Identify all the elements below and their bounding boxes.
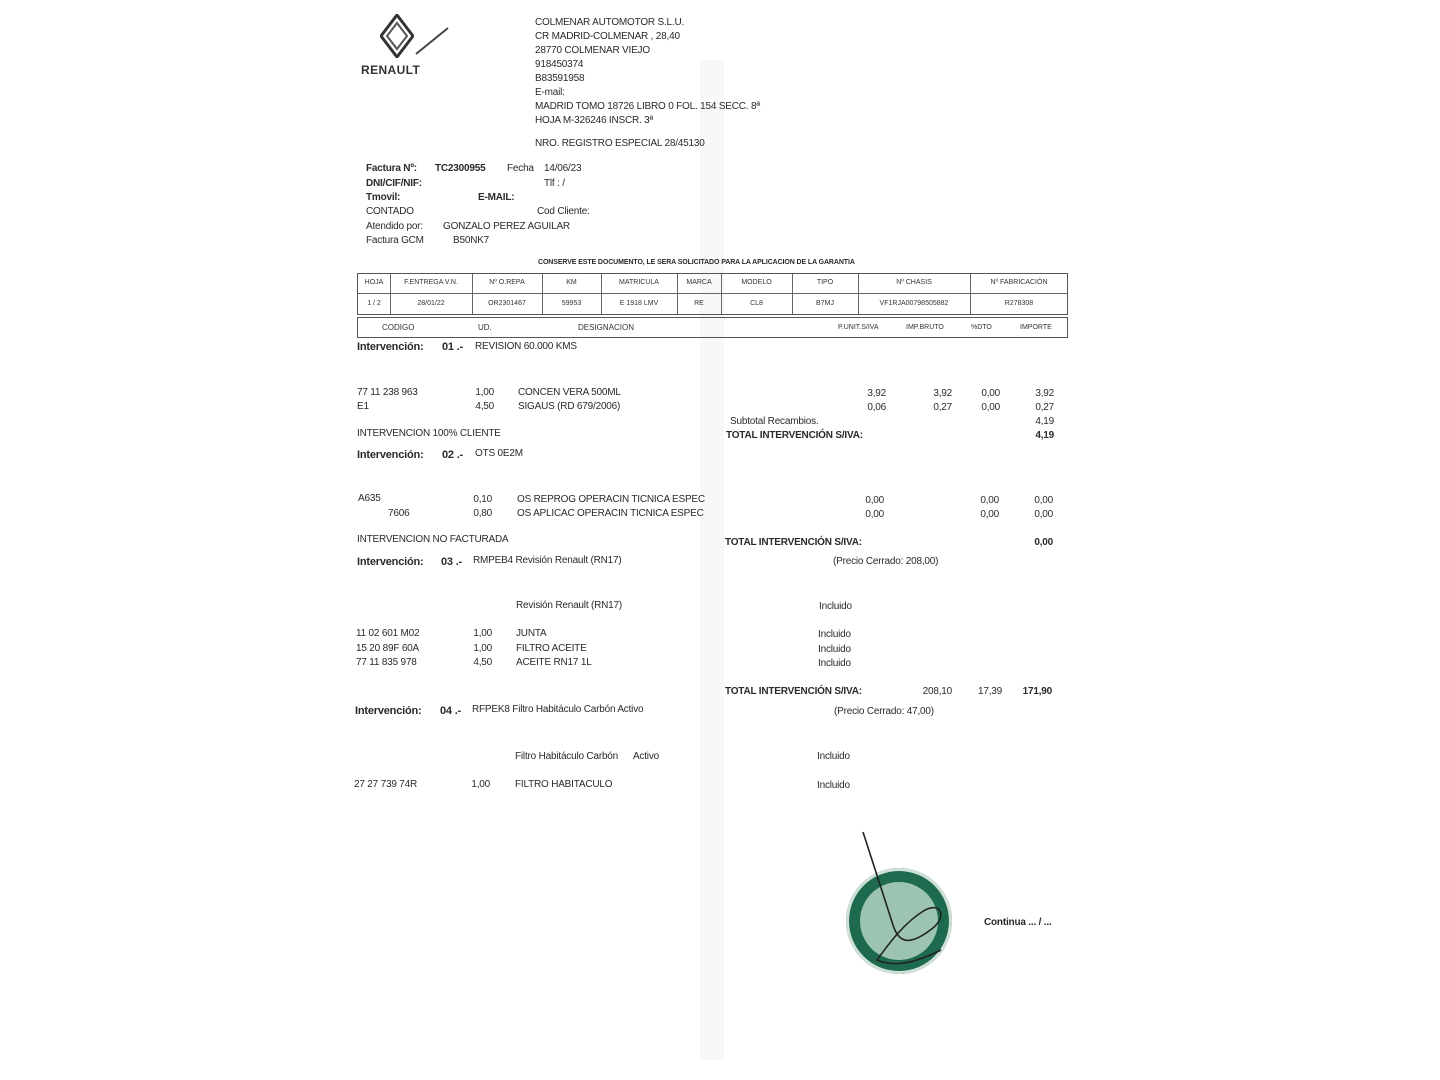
col-header: CODIGO [382,323,415,332]
company-line: B83591958 [535,73,585,84]
renault-logo-icon [380,14,414,58]
company-line: MADRID TOMO 18726 LIBRO 0 FOL. 154 SECC. 8ª [535,101,760,112]
intervention-total-label: TOTAL INTERVENCIÓN S/IVA: [725,686,862,697]
payment-method: CONTADO [366,206,414,217]
package-desc: Revisión Renault (RN17) [516,600,623,611]
client-code-label: Cod Cliente: [537,206,590,217]
subtotal-label: Subtotal Recambios. [730,416,819,427]
tmovil-label: Tmovil: [366,192,401,203]
vehicle-table [357,273,1068,315]
line-qty: 1,00 [473,643,492,654]
line-desc: JUNTA [516,628,547,639]
intervention-title: OTS 0E2M [475,448,523,459]
package-included: Incluido [817,751,850,762]
line-discount: 0,00 [980,509,999,520]
line-qty: 1,00 [473,628,492,639]
vehicle-value: RE [694,300,704,307]
col-header: UD. [478,323,492,332]
intervention-label: Intervención: [357,341,424,353]
vehicle-value: R278308 [1004,300,1034,307]
attended-by: GONZALO PEREZ AGUILAR [443,221,570,232]
vehicle-header: Nº CHASIS [896,279,932,286]
line-amount: 0,00 [1034,509,1053,520]
vehicle-value: E 1918 LMV [619,300,659,307]
line-gross: 3,92 [933,388,952,399]
tlf-label: Tlf : / [544,178,565,189]
line-gross: 0,27 [933,402,952,413]
intervention-number: 03 .- [441,556,463,568]
line-amount: 0,27 [1035,402,1054,413]
intervention-title: RMPEB4 Revisión Renault (RN17) [473,555,622,566]
company-line: HOJA M-326246 INSCR. 3ª [535,115,654,126]
registry-number: NRO. REGISTRO ESPECIAL 28/45130 [535,138,705,149]
line-unit-price: 0,00 [865,495,884,506]
invoice-number: TC2300955 [435,163,486,174]
intervention-title: RFPEK8 Filtro Habitáculo Carbón Activo [472,704,644,715]
company-block [535,16,760,128]
line-code: E1 [357,401,369,412]
vehicle-header: KM [566,279,577,286]
company-line: E-mail: [535,87,565,98]
intervention-total-gross: 208,10 [922,686,952,697]
intervention-total-discount: 17,39 [977,686,1002,697]
line-unit-price: 0,00 [865,509,884,520]
intervention-label: Intervención: [355,705,422,717]
intervention-number: 02 .- [442,449,464,461]
vehicle-value: B7MJ [816,300,834,307]
intervention-label: Intervención: [357,449,424,461]
brand-name: RENAULT [361,63,421,77]
line-desc: SIGAUS (RD 679/2006) [518,401,621,412]
intervention-label: Intervención: [357,556,424,568]
intervention-total-label: TOTAL INTERVENCIÓN S/IVA: [726,430,863,441]
line-desc: OS APLICAC OPERACIN TICNICA ESPEC [517,508,704,519]
email-label: E-MAIL: [478,192,515,203]
line-desc: ACEITE RN17 1L [516,657,592,668]
line-qty: 1,00 [471,779,490,790]
intervention-total-label: TOTAL INTERVENCIÓN S/IVA: [725,537,862,548]
vehicle-value: CL8 [750,300,763,307]
package-included: Incluido [819,601,852,612]
line-amount: 3,92 [1035,388,1054,399]
subtotal-value: 4,19 [1035,416,1054,427]
lines-header [357,317,1068,338]
line-unit-price: 0,06 [867,402,886,413]
vehicle-value: 59953 [561,300,582,307]
gcm-code: B50NK7 [453,235,490,246]
line-code: 77 11 835 978 [356,657,417,668]
line-qty: 1,00 [475,387,494,398]
line-included: Incluido [818,629,851,640]
line-code: 11 02 601 M02 [356,628,420,639]
vehicle-header: TIPO [816,279,834,286]
line-included: Incluido [818,644,851,655]
line-code: 15 20 89F 60A [356,643,420,654]
dni-label: DNI/CIF/NIF: [366,178,422,189]
vehicle-value: 1 / 2 [367,300,381,307]
vehicle-value: VF1RJA00798505882 [879,300,949,307]
company-line: CR MADRID-COLMENAR , 28,40 [535,31,680,42]
closed-price: (Precio Cerrado: 208,00) [833,556,939,567]
intervention-number: 01 .- [442,341,464,353]
col-header: DESIGNACION [578,323,635,332]
intervention-total: 0,00 [1034,537,1053,548]
line-qty: 4,50 [475,401,494,412]
continues-note: Continua ... / ... [984,917,1052,928]
logo-pen-stroke-icon [414,26,450,56]
vehicle-header: HOJA [364,279,384,286]
intervention-total: 171,90 [1022,686,1052,697]
intervention-total: 4,19 [1035,430,1054,441]
line-code: A635 [358,493,381,504]
line-desc: CONCEN VERA 500ML [518,387,621,398]
col-header: %DTO [971,324,992,331]
warranty-notice: CONSERVE ESTE DOCUMENTO, LE SERA SOLICITADO PARA LA APLICACION DE LA GARANTIA [538,259,855,266]
col-header: IMPORTE [1020,324,1052,331]
line-qty: 0,10 [473,494,492,505]
col-header: P.UNIT.S/IVA [838,324,879,331]
closed-price: (Precio Cerrado: 47,00) [834,706,934,717]
package-desc: Filtro Habitáculo Carbón Activo [515,751,659,762]
line-qty: 4,50 [473,657,492,668]
line-code: 7606 [388,508,410,519]
vehicle-value: OR2301467 [488,300,526,307]
line-included: Incluido [817,780,850,791]
line-desc: OS REPROG OPERACIN TICNICA ESPEC [517,494,705,505]
line-unit-price: 3,92 [867,388,886,399]
intervention-note: INTERVENCION 100% CLIENTE [357,428,501,439]
invoice-date-label: Fecha [507,163,534,174]
company-line: 28770 COLMENAR VIEJO [535,45,650,56]
line-included: Incluido [818,658,851,669]
line-amount: 0,00 [1034,495,1053,506]
col-header: IMP.BRUTO [906,324,944,331]
vehicle-header: F.ENTREGA V.N. [404,279,458,286]
scan-smudge [700,60,724,1060]
line-code: 77 11 238 963 [357,387,418,398]
line-qty: 0,80 [473,508,492,519]
invoice-date: 14/06/23 [544,163,582,174]
vehicle-header: MATRICULA [619,279,659,286]
gcm-label: Factura GCM [366,235,424,246]
line-discount: 0,00 [981,388,1000,399]
line-desc: FILTRO HABITACULO [515,779,613,790]
signature-icon [855,830,965,990]
company-line: COLMENAR AUTOMOTOR S.L.U. [535,17,685,28]
intervention-title: REVISION 60.000 KMS [475,341,577,352]
vehicle-value: 28/01/22 [417,300,445,307]
line-discount: 0,00 [980,495,999,506]
line-code: 27 27 739 74R [354,779,418,790]
line-desc: FILTRO ACEITE [516,643,587,654]
vehicle-header: MARCA [686,279,712,286]
line-discount: 0,00 [981,402,1000,413]
intervention-number: 04 .- [440,705,462,717]
vehicle-header: Nº FABRICACIÓN [990,279,1048,286]
invoice-number-label: Factura Nº: [366,163,417,174]
vehicle-header: MODELO [741,279,772,286]
company-line: 918450374 [535,59,584,70]
intervention-note: INTERVENCION NO FACTURADA [357,534,509,545]
vehicle-header: Nº O.REPA [489,279,525,286]
attended-by-label: Atendido por: [366,221,423,232]
